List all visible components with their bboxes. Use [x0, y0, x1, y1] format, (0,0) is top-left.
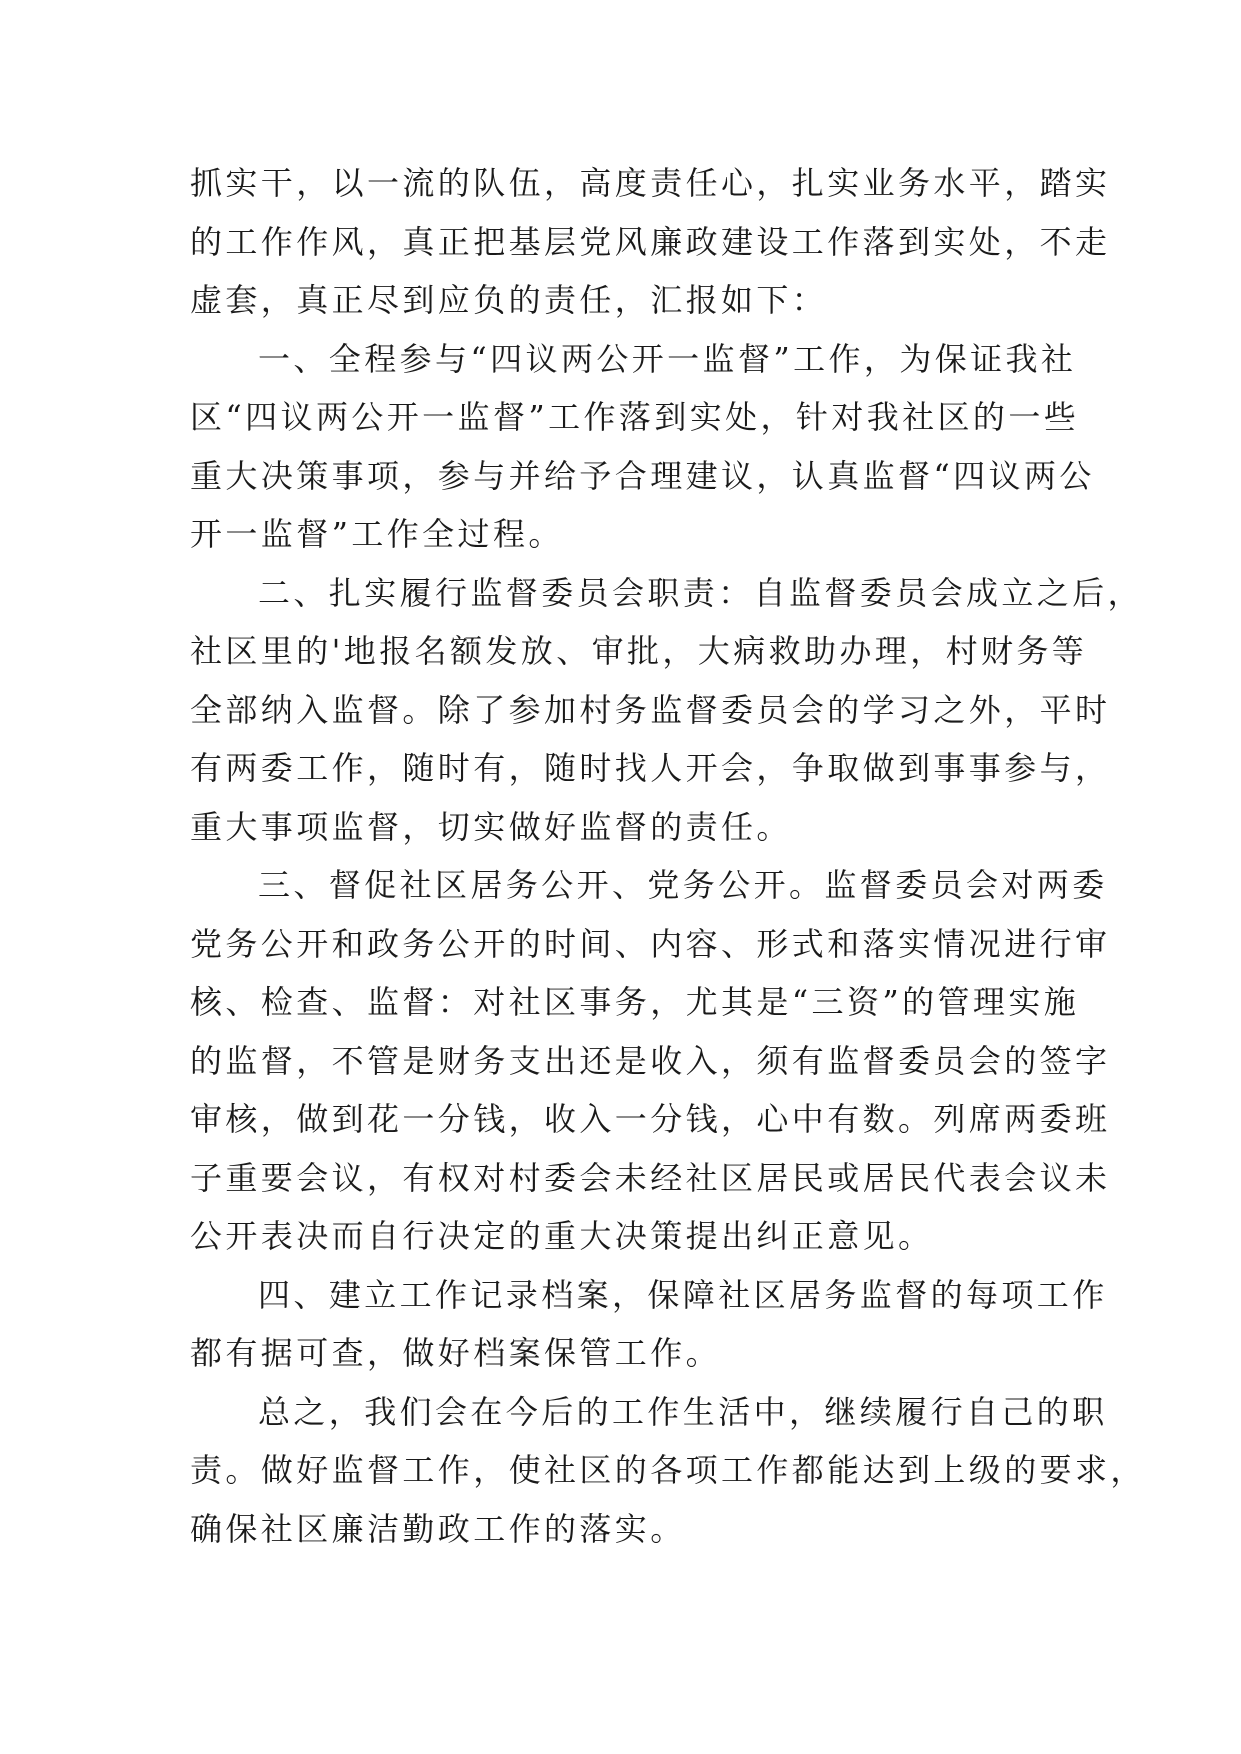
text-line: 的监督，不管是财务支出还是收入，须有监督委员会的签字 [190, 1041, 1111, 1080]
paragraph-item-2 [190, 564, 1144, 857]
text-line: 全部纳入监督。除了参加村务监督委员会的学习之外，平时 [190, 690, 1111, 729]
paragraph-conclusion [190, 1383, 1146, 1559]
paragraph-item-3 [190, 856, 1111, 1266]
text-line: 责。做好监督工作，使社区的各项工作都能达到上级的要求， [190, 1451, 1146, 1489]
text-line: 审核，做到花一分钱，收入一分钱，心中有数。列席两委班 [190, 1100, 1111, 1138]
text-line: 的工作作风，真正把基层党风廉政建设工作落到实处，不走 [190, 222, 1111, 261]
text-line: 确保社区廉洁勤政工作的落实。 [190, 1509, 686, 1548]
text-line: 社区里的'地报名额发放、审批，大病救助办理，村财务等 [190, 632, 1088, 670]
text-line: 一、全程参与“四议两公开一监督”工作，为保证我社 [258, 339, 1077, 378]
text-line: 虚套，真正尽到应负的责任，汇报如下： [190, 281, 828, 319]
text-line: 有两委工作，随时有，随时找人开会，争取做到事事参与， [190, 749, 1111, 787]
text-line: 区“四议两公开一监督”工作落到实处，针对我社区的一些 [190, 398, 1080, 436]
paragraph-item-4 [190, 1266, 1108, 1383]
text-line: 四、建立工作记录档案，保障社区居务监督的每项工作 [258, 1275, 1108, 1314]
text-line: 重大事项监督，切实做好监督的责任。 [190, 807, 792, 846]
paragraph-intro [190, 154, 1111, 330]
text-line: 都有据可查，做好档案保管工作。 [190, 1334, 722, 1372]
text-line: 开一监督”工作全过程。 [190, 515, 564, 553]
text-line: 二、扎实履行监督委员会职责：自监督委员会成立之后， [258, 573, 1144, 612]
text-line: 公开表决而自行决定的重大决策提出纠正意见。 [190, 1217, 934, 1255]
text-line: 子重要会议，有权对村委会未经社区居民或居民代表会议未 [190, 1158, 1111, 1197]
text-line: 重大决策事项，参与并给予合理建议，认真监督“四议两公 [190, 456, 1095, 495]
text-line: 总之，我们会在今后的工作生活中，继续履行自己的职 [258, 1392, 1108, 1431]
text-line: 党务公开和政务公开的时间、内容、形式和落实情况进行审 [190, 924, 1111, 963]
document-body [190, 154, 1146, 1558]
paragraph-item-1 [190, 330, 1095, 564]
text-line: 核、检查、监督：对社区事务，尤其是“三资”的管理实施 [190, 983, 1080, 1021]
text-line: 三、督促社区居务公开、党务公开。监督委员会对两委 [258, 866, 1108, 904]
text-line: 抓实干，以一流的队伍，高度责任心，扎实业务水平，踏实 [190, 164, 1111, 202]
